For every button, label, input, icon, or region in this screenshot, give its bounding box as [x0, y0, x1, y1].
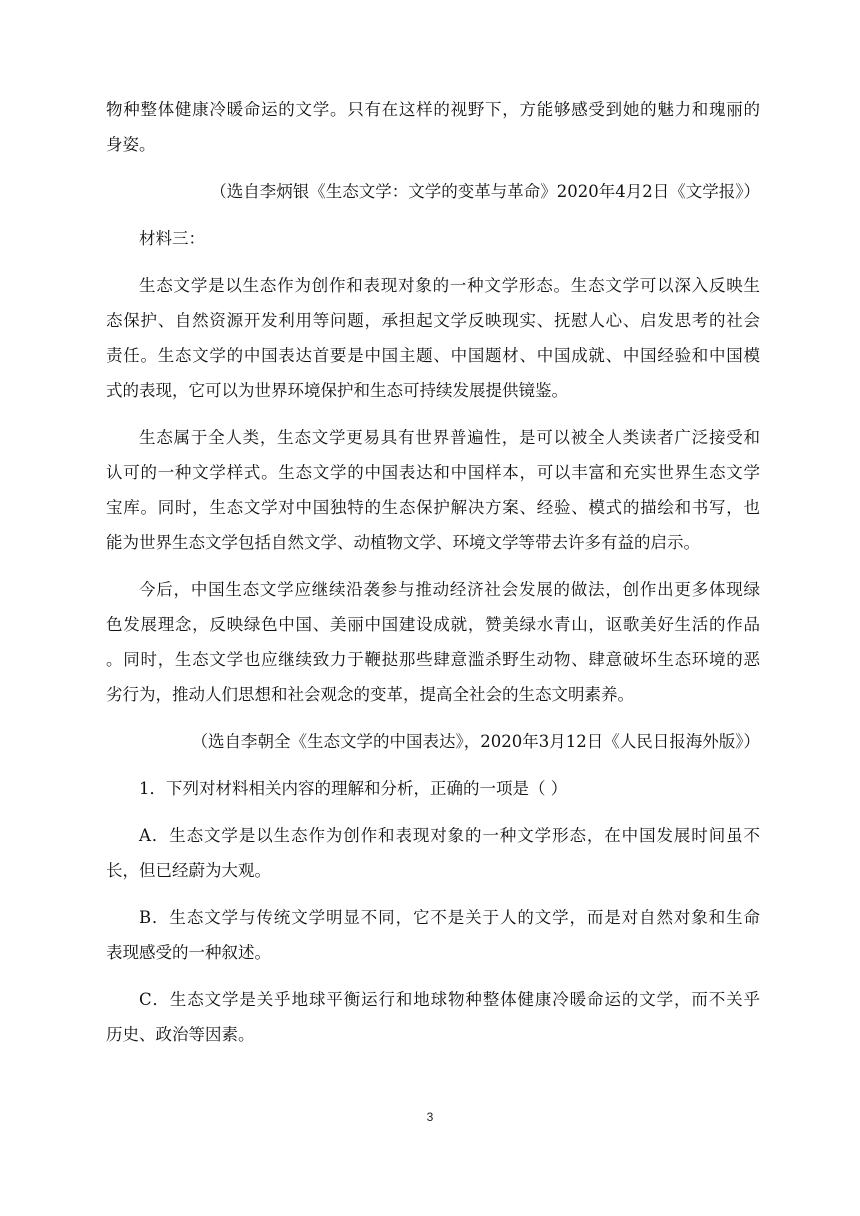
option-line: 历史、政治等因素。	[106, 1025, 255, 1044]
paragraph-line: 态保护、自然资源开发利用等问题，承担起文学反映现实、抚慰人心、启发思考的社会	[106, 311, 760, 330]
source-citation: （选自李炳银《生态文学：文学的变革与革命》2020年4月2日《文学报》）	[210, 182, 760, 201]
paragraph-line: 。同时，生态文学也应继续致力于鞭挞那些肆意滥杀野生动物、肆意破坏生态环境的恶	[106, 650, 760, 669]
source-citation: （选自李朝全《生态文学的中国表达》，2020年3月12日《人民日报海外版》）	[191, 732, 760, 751]
paragraph-line: 色发展理念，反映绿色中国、美丽中国建设成就，赞美绿水青山，讴歌美好生活的作品	[106, 615, 760, 634]
section-heading: 材料三：	[139, 229, 205, 248]
option-line: B．生态文学与传统文学明显不同，它不是关于人的文学，而是对自然对象和生命	[139, 908, 760, 927]
page-number: 3	[426, 1110, 434, 1124]
paragraph-line: 能为世界生态文学包括自然文学、动植物文学、环境文学等带去许多有益的启示。	[106, 533, 700, 552]
material3-paragraph-1	[106, 268, 760, 408]
option-line: 表现感受的一种叙述。	[106, 943, 271, 962]
paragraph-line: 劣行为，推动人们思想和社会观念的变革，提高全社会的生态文明素养。	[106, 685, 634, 704]
material3-paragraph-2	[106, 420, 760, 560]
paragraph-line: 身姿。	[106, 135, 156, 154]
question-stem: 1．下列对材料相关内容的理解和分析，正确的一项是（ ）	[139, 779, 568, 798]
paragraph-line: 责任。生态文学的中国表达首要是中国主题、中国题材、中国成就、中国经验和中国模	[106, 346, 760, 365]
continuation-paragraph	[106, 92, 760, 162]
paragraph-line: 宝库。同时，生态文学对中国独特的生态保护解决方案、经验、模式的描绘和书写，也	[106, 498, 760, 517]
paragraph-line: 生态文学是以生态作为创作和表现对象的一种文学形态。生态文学可以深入反映生	[139, 276, 760, 295]
paragraph-line: 生态属于全人类，生态文学更易具有世界普遍性，是可以被全人类读者广泛接受和	[139, 428, 760, 447]
document-page	[106, 92, 760, 1064]
option-b	[106, 900, 760, 970]
paragraph-line: 今后，中国生态文学应继续沿袭参与推动经济社会发展的做法，创作出更多体现绿	[139, 580, 760, 599]
paragraph-line: 式的表现，它可以为世界环境保护和生态可持续发展提供镜鉴。	[106, 381, 568, 400]
option-line: 长，但已经蔚为大观。	[106, 861, 271, 880]
option-a	[106, 818, 760, 888]
option-line: C．生态文学是关乎地球平衡运行和地球物种整体健康冷暖命运的文学，而不关乎	[139, 990, 760, 1009]
option-c	[106, 982, 760, 1052]
paragraph-line: 物种整体健康冷暖命运的文学。只有在这样的视野下，方能够感受到她的魅力和瑰丽的	[106, 100, 760, 119]
paragraph-line: 认可的一种文学样式。生态文学的中国表达和中国样本，可以丰富和充实世界生态文学	[106, 463, 760, 482]
option-line: A．生态文学是以生态作为创作和表现对象的一种文学形态，在中国发展时间虽不	[139, 826, 760, 845]
material3-paragraph-3	[106, 572, 760, 712]
